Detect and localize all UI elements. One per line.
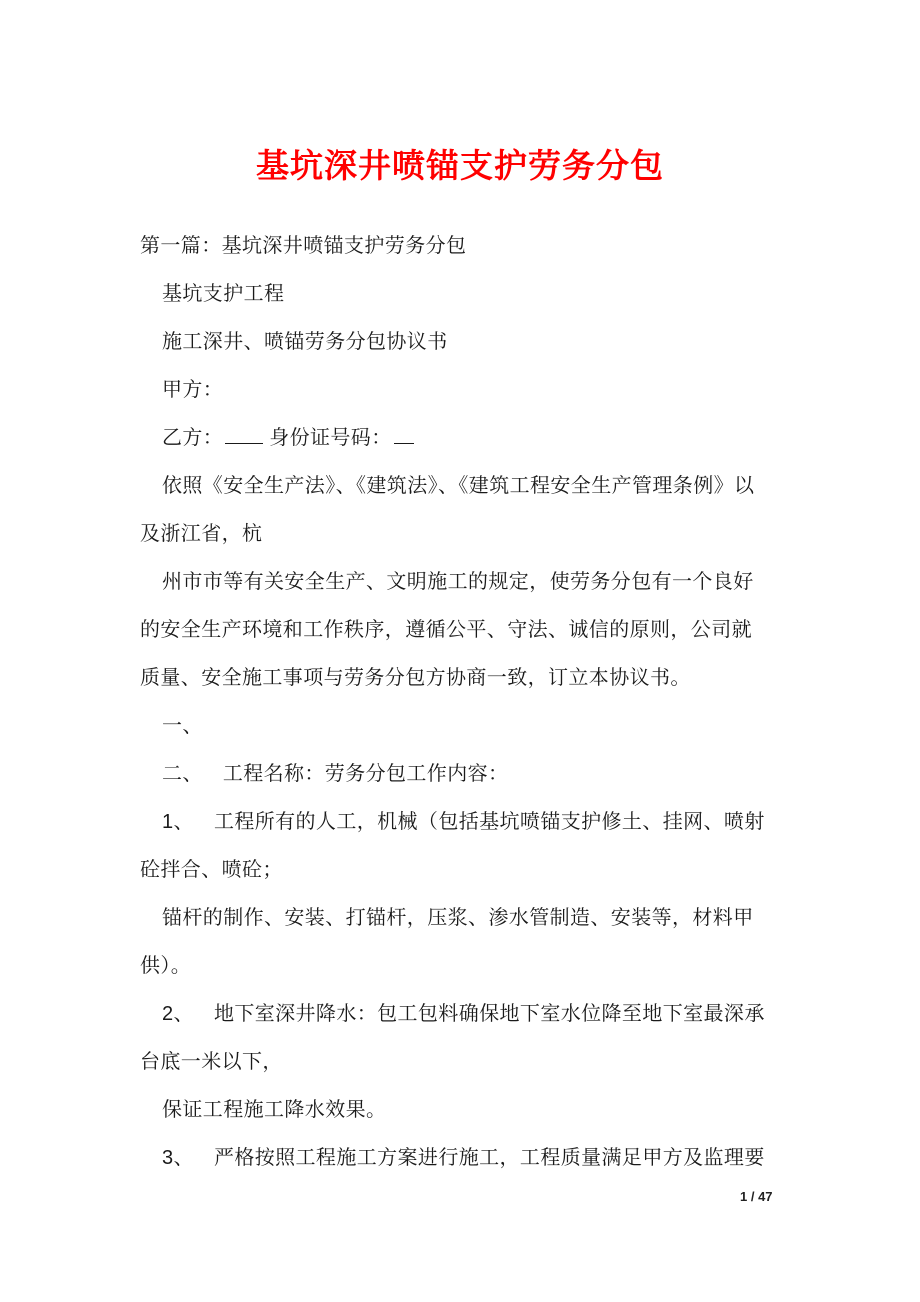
section-heading — [140, 226, 785, 274]
id-number-blank — [394, 421, 414, 444]
paragraph-line — [140, 562, 785, 610]
line-text: 供）。 — [140, 953, 192, 977]
line-text: 基坑支护工程 — [162, 281, 285, 305]
paragraph-line — [140, 850, 785, 898]
line-text: 砼拌合、喷砼； — [140, 857, 283, 881]
paragraph-line — [140, 610, 785, 658]
line-text: 质量、安全施工事项与劳务分包方协商一致，订立本协议书。 — [140, 665, 691, 689]
line-text: 一、 — [162, 713, 203, 737]
list-heading — [140, 706, 785, 754]
paragraph-line — [140, 946, 785, 994]
list-heading — [140, 754, 785, 802]
party-a-label: 甲方： — [162, 377, 224, 401]
line-text: 严格按照工程施工方案进行施工，工程质量满足甲方及监理要 — [213, 1145, 765, 1169]
line-text: 保证工程施工降水效果。 — [162, 1097, 387, 1121]
line-text: 第一篇：基坑深井喷锚支护劳务分包 — [140, 233, 467, 257]
line-text: 锚杆的制作、安装、打锚杆，压浆、渗水管制造、安装等，材料甲 — [162, 905, 754, 929]
list-number: 二、 — [162, 761, 203, 785]
line-text: 地下室深井降水：包工包料确保地下室水位降至地下室最深承 — [213, 1001, 765, 1025]
line-text: 的安全生产环境和工作秩序，遵循公平、守法、诚信的原则，公司就 — [140, 617, 752, 641]
line-text: 工程名称：劳务分包工作内容： — [222, 761, 509, 785]
paragraph-line — [140, 322, 785, 370]
list-number: 3、 — [162, 1147, 194, 1169]
paragraph-line — [140, 466, 785, 514]
party-b-line — [140, 418, 785, 466]
party-a-line — [140, 370, 785, 418]
document-title: 基坑深井喷锚支护劳务分包 — [256, 146, 664, 185]
party-b-label: 乙方： — [162, 425, 224, 449]
paragraph-line — [140, 274, 785, 322]
list-item — [140, 994, 785, 1042]
paragraph-line — [140, 1042, 785, 1090]
document-body — [140, 226, 785, 1186]
list-number: 1、 — [162, 811, 194, 833]
list-number: 2、 — [162, 1003, 194, 1025]
line-text: 台底一米以下， — [140, 1049, 283, 1073]
line-text: 施工深井、喷锚劳务分包协议书 — [162, 329, 448, 353]
paragraph-line — [140, 1090, 785, 1138]
list-item — [140, 802, 785, 850]
paragraph-line — [140, 514, 785, 562]
line-text: 工程所有的人工，机械（包括基坑喷锚支护修土、挂网、喷射 — [213, 809, 765, 833]
paragraph-line — [140, 898, 785, 946]
id-number-label: 身份证号码： — [269, 425, 392, 449]
party-b-blank — [225, 421, 263, 444]
line-text: 及浙江省，杭 — [140, 521, 263, 545]
line-text: 依照《安全生产法》、《建筑法》、《建筑工程安全生产管理条例》以 — [162, 473, 755, 497]
page-number: 1 / 47 — [740, 1189, 773, 1204]
list-item — [140, 1138, 785, 1186]
line-text: 州市市等有关安全生产、文明施工的规定，使劳务分包有一个良好 — [162, 569, 754, 593]
paragraph-line — [140, 658, 785, 706]
